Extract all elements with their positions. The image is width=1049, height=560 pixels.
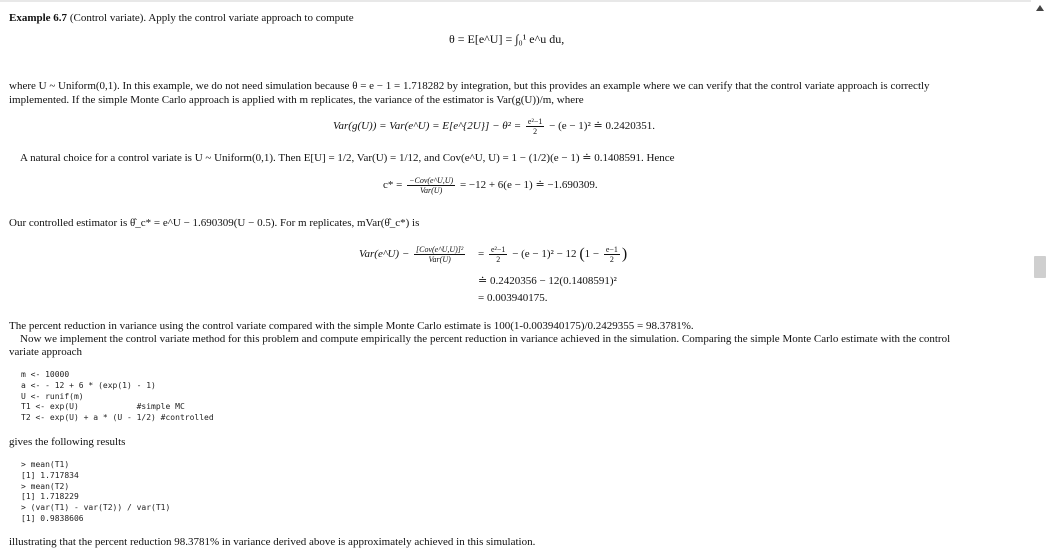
cstar-rhs: = −12 + 6(e − 1) ≐ −1.690309. — [459, 179, 598, 192]
top-divider — [0, 0, 1031, 2]
variance-eq-left: Var(g(U)) = Var(e^U) = E[e^{2U}] − θ² = — [333, 120, 522, 133]
derivation-row-2: ≐ 0.2420356 − 12(0.1408591)² — [478, 275, 617, 287]
derivation-lhs — [359, 245, 467, 264]
variance-eq-fraction — [526, 117, 544, 136]
theta-equation-text: θ = E[e^U] = ∫₀¹ e^u du, — [449, 32, 565, 46]
paragraph-1-line-2: implemented. If the simple Monte Carlo approach is applied with m replicates, the variance of the estimator is Var(g(U))/m, where — [9, 94, 584, 106]
derivation-r1-eq: = — [478, 248, 485, 261]
derivation-r1-fraction — [489, 245, 507, 264]
theta-equation — [449, 32, 564, 47]
derivation-r1-paren-fraction — [604, 245, 620, 264]
cstar-fraction — [407, 176, 455, 195]
derivation-row-3: = 0.003940175. — [478, 292, 548, 304]
cstar-num: −Cov(e^U,U) — [409, 176, 454, 185]
paragraph-7: illustrating that the percent reduction 98.3781% in variance derived above is approximately achieved in this simulation. — [9, 536, 536, 548]
scrollbar-thumb[interactable] — [1034, 256, 1046, 278]
derivation-lhs-num: [Cov(e^U,U)]² — [416, 245, 464, 254]
derivation-r1-paren-num: e−1 — [605, 245, 618, 254]
derivation-row-1: = $\frac{\text{e²−1}}{2}$ − (e − 1)² − 12 (1 − $\frac{e-1}{2}$ ) — [478, 245, 628, 264]
vertical-scrollbar[interactable] — [1031, 0, 1049, 560]
derivation-r1-paren-den: 2 — [609, 255, 614, 264]
variance-eq-frac-num: e²−1 — [527, 117, 543, 126]
variance-eq-frac-den: 2 — [533, 127, 538, 136]
derivation-lhs-den: Var(U) — [428, 255, 451, 264]
paragraph-2: A natural choice for a control variate is U ~ Uniform(0,1). Then E[U] = 1/2, Var(U) = 1/12, and Cov(e^U, U) = 1 − (1/2)(e − 1) ≐ 0.1408591. Hence — [20, 152, 675, 164]
paragraph-4: The percent reduction in variance using the control variate compared with the simple Monte Carlo estimate is 100(1-0.003940175)/0.2429355 = 98.3781%. — [9, 320, 694, 332]
right-paren: ) — [621, 245, 628, 263]
cstar-den: Var(U) — [420, 186, 443, 195]
derivation-lhs-text: Var(e^U) − — [359, 248, 410, 261]
cstar-equation — [383, 176, 598, 195]
variance-eq-right: − (e − 1)² ≐ 0.2420351. — [549, 120, 655, 133]
derivation-r1-mid: − (e − 1)² − 12 — [512, 248, 577, 261]
derivation-r1-den: 2 — [496, 255, 501, 264]
cstar-lhs: c* = — [383, 179, 403, 192]
paragraph-5-line-1: Now we implement the control variate method for this problem and compute empirically the percent reduction in variance achieved in the simulation. Comparing the simple Monte Carlo estimate with the control — [20, 333, 951, 345]
arrow-up-icon[interactable] — [1036, 5, 1044, 11]
paragraph-3: Our controlled estimator is θ̂_c* = e^U − 1.690309(U − 0.5). For m replicates, mVar(θ̂_c*) is — [9, 217, 420, 229]
left-paren: ( — [579, 245, 585, 263]
variance-equation — [333, 117, 655, 136]
example-label: Example 6.7 — [9, 12, 68, 24]
paragraph-1-line-1: where U ~ Uniform(0,1). In this example, we do not need simulation because θ = e − 1 = 1.718282 by integration, but this provides an example where we can verify that the control variate approach is correctly — [9, 80, 930, 92]
paragraph-6: gives the following results — [9, 436, 126, 448]
paragraph-5-line-2: variate approach — [9, 346, 82, 358]
derivation-r1-num: e²−1 — [490, 245, 506, 254]
code-block-simulation: m <- 10000 a <- - 12 + 6 * (exp(1) - 1) U <- runif(m) T1 <- exp(U) #simple MC T2 <- exp(U) + a * (U - 1/2) #controlled — [21, 370, 214, 423]
code-block-results: > mean(T1) [1] 1.717834 > mean(T2) [1] 1.718229 > (var(T1) - var(T2)) / var(T1) [1] 0.9838606 — [21, 460, 171, 523]
example-title: (Control variate). Apply the control variate approach to compute — [69, 12, 354, 24]
example-heading — [9, 11, 354, 25]
derivation-lhs-fraction — [414, 245, 465, 264]
